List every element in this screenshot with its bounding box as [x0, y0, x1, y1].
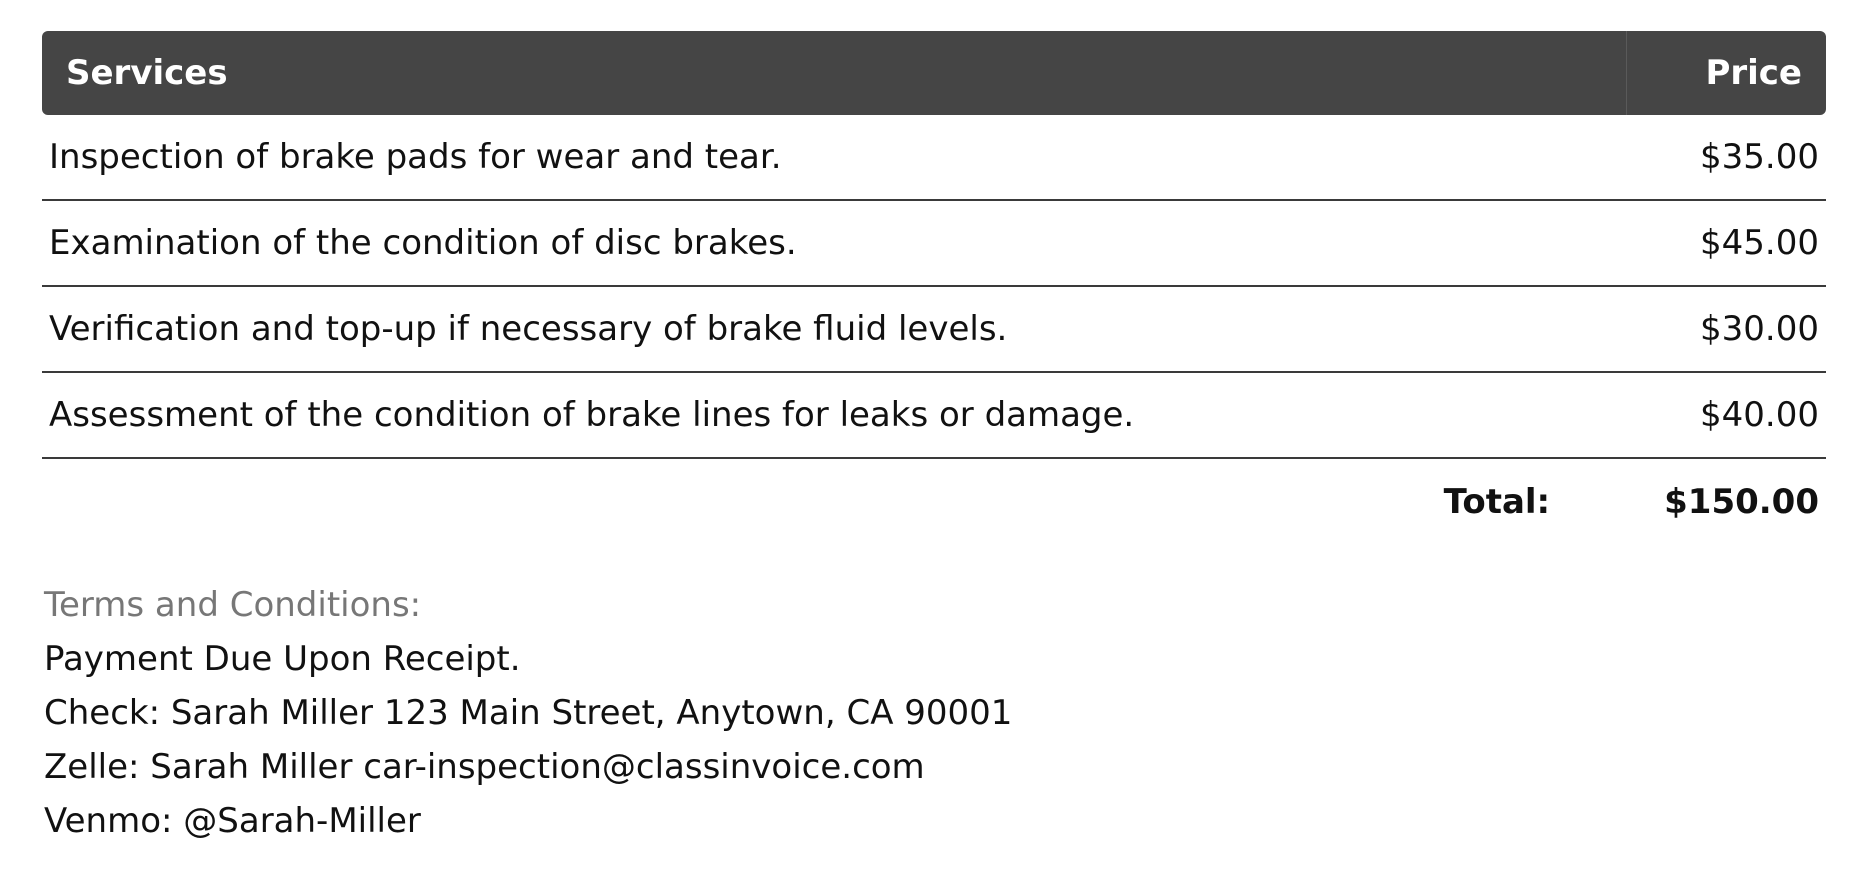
table-row: [42, 115, 1826, 201]
service-description: Assessment of the condition of brake lines for leaks or damage.: [49, 395, 1135, 435]
total-label: Total:: [1443, 482, 1551, 522]
price-column-header: Price: [1626, 31, 1826, 115]
terms-check-info: Check: Sarah Miller 123 Main Street, Anytown, CA 90001: [44, 693, 1013, 733]
total-value: $150.00: [1664, 482, 1819, 522]
services-column-header: Services: [66, 53, 228, 93]
terms-venmo-info: Venmo: @Sarah-Miller: [44, 801, 421, 841]
terms-section: [44, 578, 1012, 848]
table-row: [42, 373, 1826, 459]
table-row: [42, 287, 1826, 373]
services-table: [42, 31, 1826, 545]
table-header: [42, 31, 1826, 115]
service-price: $35.00: [1700, 137, 1819, 177]
service-price: $30.00: [1700, 309, 1819, 349]
service-description: Inspection of brake pads for wear and tear.: [49, 137, 782, 177]
terms-title: Terms and Conditions:: [44, 585, 422, 625]
terms-payment-due: Payment Due Upon Receipt.: [44, 639, 521, 679]
service-description: Verification and top-up if necessary of brake fluid levels.: [49, 309, 1008, 349]
service-description: Examination of the condition of disc brakes.: [49, 223, 797, 263]
service-price: $40.00: [1700, 395, 1819, 435]
service-price: $45.00: [1700, 223, 1819, 263]
total-row: [42, 459, 1826, 545]
terms-zelle-info: Zelle: Sarah Miller car-inspection@classinvoice.com: [44, 747, 925, 787]
table-row: [42, 201, 1826, 287]
